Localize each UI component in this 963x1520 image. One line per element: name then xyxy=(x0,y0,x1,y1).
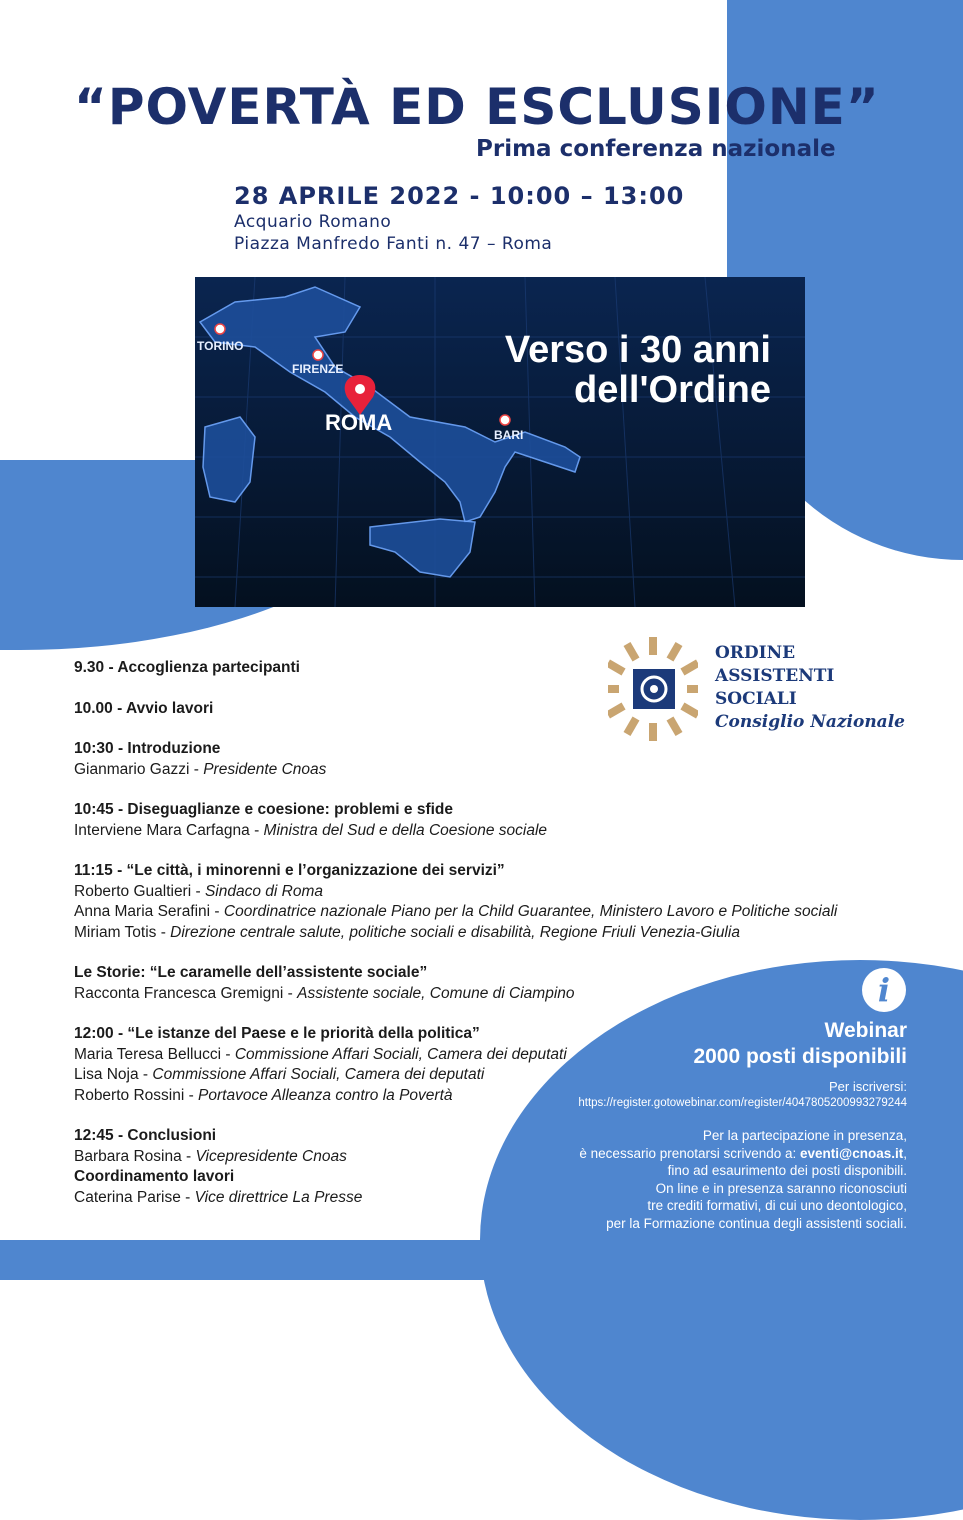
speaker-line xyxy=(74,902,894,923)
presence-info xyxy=(579,1127,907,1232)
italy-map-graphic xyxy=(195,277,805,607)
speaker-name: Roberto Gualtieri - xyxy=(74,882,205,900)
speaker-name: Racconta Francesca Gremigni - xyxy=(74,984,298,1002)
program-item xyxy=(74,699,894,720)
register-link[interactable]: https://register.gotowebinar.com/register/4047805200993279244 xyxy=(578,1097,907,1109)
speaker-name: Miriam Totis - xyxy=(74,923,171,941)
speaker-role: Vice direttrice La Presse xyxy=(194,1188,363,1206)
program-item-title: 10.00 - Avvio lavori xyxy=(74,699,214,717)
speaker-line xyxy=(74,760,894,781)
program-item-title: 12:45 - Conclusioni xyxy=(74,1127,217,1144)
tagline-line-2: dell'Ordine xyxy=(574,369,771,411)
page-title: “POVERTÀ ED ESCLUSIONE” xyxy=(74,78,880,136)
speaker-line xyxy=(74,821,894,842)
presence-line-1: Per la partecipazione in presenza, xyxy=(702,1128,907,1143)
org-line-1: ORDINE xyxy=(715,643,796,663)
presence-line-2-end: , xyxy=(903,1145,907,1161)
webinar-line-1: Webinar xyxy=(824,1019,907,1042)
speaker-line xyxy=(74,923,894,944)
registration-info xyxy=(578,1078,907,1112)
info-icon: i xyxy=(862,968,906,1012)
presence-line-2-text: è necessario prenotarsi scrivendo a: xyxy=(579,1145,801,1161)
map-tagline xyxy=(505,330,771,410)
venue-name: Acquario Romano xyxy=(234,212,392,232)
webinar-line-2: 2000 posti disponibili xyxy=(693,1045,907,1068)
program-item xyxy=(74,739,894,780)
program-item xyxy=(74,658,894,679)
presence-line-2 xyxy=(579,1145,907,1163)
program-item xyxy=(74,861,894,943)
program-item-subtitle: Coordinamento lavori xyxy=(74,1168,235,1185)
program-item-title: 9.30 - Accoglienza partecipanti xyxy=(74,659,300,676)
program-item-title: 12:00 - “Le istanze del Paese e le priorità della politica” xyxy=(74,1025,480,1042)
speaker-role: Ministra del Sud e della Coesione sociale xyxy=(263,821,548,839)
program-item xyxy=(74,800,894,841)
tagline-line-1: Verso i 30 anni xyxy=(504,329,771,371)
speaker-name: Anna Maria Serafini - xyxy=(74,903,224,920)
speaker-role: Commissione Affari Sociali, Camera dei deputati xyxy=(152,1066,485,1083)
webinar-heading xyxy=(693,1018,907,1070)
register-label: Per iscriversi: xyxy=(828,1079,907,1094)
speaker-line xyxy=(74,882,894,903)
speaker-role: Assistente sociale, Comune di Ciampino xyxy=(297,984,575,1002)
presence-line-5: tre crediti formativi, di cui uno deontologico, xyxy=(647,1198,907,1213)
city-label-roma: ROMA xyxy=(325,410,393,435)
speaker-role: Vicepresidente Cnoas xyxy=(195,1147,347,1165)
decorative-blue-bar-bottom xyxy=(0,1240,963,1280)
event-date: 28 APRILE 2022 - 10:00 – 13:00 xyxy=(234,182,685,210)
contact-email-link[interactable]: eventi@cnoas.it xyxy=(800,1145,904,1161)
speaker-role: Portavoce Alleanza contro la Povertà xyxy=(198,1086,453,1104)
org-line-3: SOCIALI xyxy=(715,689,797,709)
speaker-line xyxy=(74,984,894,1005)
speaker-role: Commissione Affari Sociali, Camera dei deputati xyxy=(234,1045,567,1063)
presence-line-4: On line e in presenza saranno riconosciuti xyxy=(655,1180,907,1196)
program-item-title: 10:30 - Introduzione xyxy=(74,740,221,757)
speaker-role: Sindaco di Roma xyxy=(204,882,323,900)
venue-address: Piazza Manfredo Fanti n. 47 – Roma xyxy=(234,234,553,254)
speaker-name: Gianmario Gazzi - xyxy=(74,760,204,778)
speaker-name: Interviene Mara Carfagna - xyxy=(74,821,264,839)
speaker-role: Presidente Cnoas xyxy=(203,760,327,778)
presence-line-3: fino ad esaurimento dei posti disponibili. xyxy=(667,1163,907,1178)
program-item-title: 10:45 - Diseguaglianze e coesione: problemi e sfide xyxy=(74,801,454,818)
org-line-2: ASSISTENTI xyxy=(715,666,835,686)
italy-map-image xyxy=(195,277,805,607)
presence-line-6: per la Formazione continua degli assistenti sociali. xyxy=(606,1215,907,1231)
speaker-name: Caterina Parise - xyxy=(74,1188,195,1206)
city-label-bari: BARI xyxy=(494,428,524,442)
program-item-title: Le Storie: “Le caramelle dell’assistente sociale” xyxy=(74,964,428,981)
speaker-name: Lisa Noja - xyxy=(74,1066,153,1083)
city-label-firenze: FIRENZE xyxy=(292,362,344,376)
speaker-name: Maria Teresa Bellucci - xyxy=(74,1045,235,1063)
speaker-role: Coordinatrice nazionale Piano per la Child Guarantee, Ministero Lavoro e Politiche sociali xyxy=(223,903,838,920)
org-line-4: Consiglio Nazionale xyxy=(715,712,905,732)
speaker-name: Roberto Rossini - xyxy=(74,1086,199,1104)
page-subtitle: Prima conferenza nazionale xyxy=(476,136,836,162)
speaker-role: Direzione centrale salute, politiche sociali e disabilità, Regione Friuli Venezia-Giulia xyxy=(170,923,740,941)
program-item-title: 11:15 - “Le città, i minorenni e l’organizzazione dei servizi” xyxy=(74,862,505,879)
speaker-name: Barbara Rosina - xyxy=(74,1147,196,1165)
program-item xyxy=(74,963,894,1004)
city-label-torino: TORINO xyxy=(197,339,244,353)
